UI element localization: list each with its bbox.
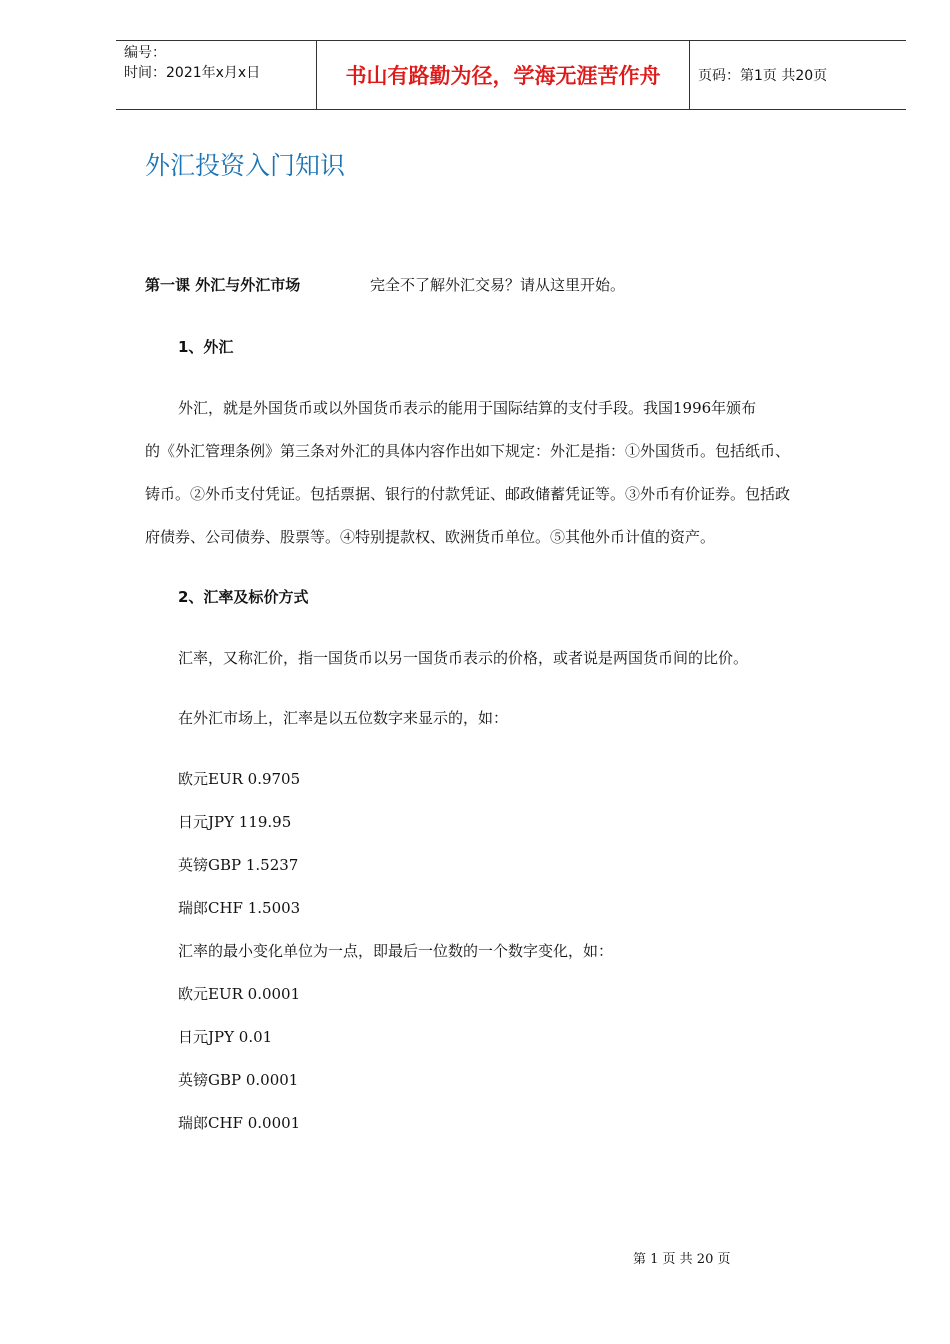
lesson-heading: 第一课 外汇与外汇市场	[145, 276, 301, 294]
lesson-intro: 完全不了解外汇交易？请从这里开始。	[370, 276, 626, 294]
section2-definition: 汇率，又称汇价，指一国货币以另一国货币表示的价格，或者说是两国货币间的比价。	[178, 649, 749, 667]
document-title: 外汇投资入门知识	[145, 151, 346, 180]
page-footer: 第 1 页 共 20 页	[633, 1252, 731, 1267]
unit-item: 欧元EUR 0.0001	[178, 985, 301, 1003]
section2-display-note: 在外汇市场上，汇率是以五位数字来显示的，如：	[178, 709, 509, 727]
unit-item: 瑞郎CHF 0.0001	[178, 1114, 301, 1132]
header-page-info: 页码：第1页 共20页	[698, 68, 828, 84]
section1-heading: 1、外汇	[178, 338, 234, 356]
section2-unit-note: 汇率的最小变化单位为一点，即最后一位数的一个数字变化，如：	[178, 942, 614, 960]
number-label: 编号：	[124, 45, 166, 61]
rate-item: 英镑GBP 1.5237	[178, 856, 299, 874]
section2-heading: 2、汇率及标价方式	[178, 588, 309, 606]
section1-line: 外汇，就是外国货币或以外国货币表示的能用于国际结算的支付手段。我国1996年颁布	[178, 399, 757, 417]
time-label: 时间：2021年x月x日	[124, 65, 261, 81]
header-meta	[116, 41, 316, 109]
header-motto: 书山有路勤为径，学海无涯苦作舟	[316, 41, 690, 109]
section1-line: 铸币。②外币支付凭证。包括票据、银行的付款凭证、邮政储蓄凭证等。③外币有价证券。包括政	[145, 485, 791, 503]
page-header	[116, 40, 906, 110]
section1-line: 的《外汇管理条例》第三条对外汇的具体内容作出如下规定：外汇是指：①外国货币。包括纸币、	[145, 442, 791, 460]
section1-line: 府债券、公司债券、股票等。④特别提款权、欧洲货币单位。⑤其他外币计值的资产。	[145, 528, 716, 546]
unit-item: 日元JPY 0.01	[178, 1028, 273, 1046]
unit-item: 英镑GBP 0.0001	[178, 1071, 299, 1089]
rate-item: 欧元EUR 0.9705	[178, 770, 301, 788]
rate-item: 日元JPY 119.95	[178, 813, 292, 831]
rate-item: 瑞郎CHF 1.5003	[178, 899, 301, 917]
